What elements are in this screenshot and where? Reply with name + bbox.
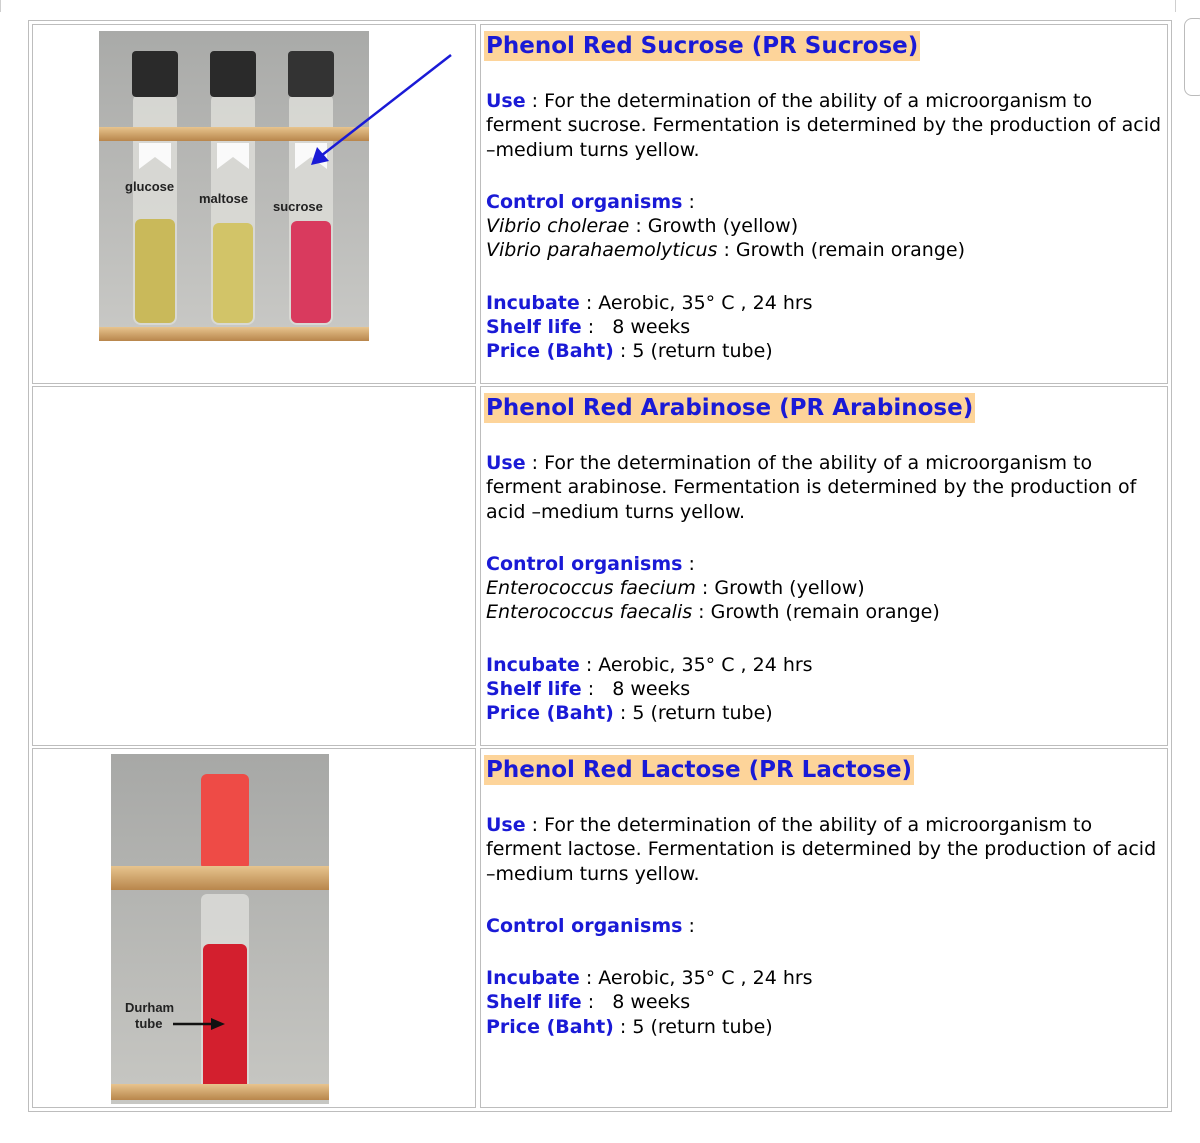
pointer-arrow <box>303 51 453 181</box>
organism-line: Enterococcus faecalis : Growth (remain orange) <box>486 601 940 624</box>
image-cell <box>32 748 476 1108</box>
durham-label-line1: Durham <box>125 1000 175 1015</box>
organism-line: Vibrio cholerae : Growth (yellow) <box>486 215 799 238</box>
window-frame <box>0 0 1176 12</box>
description-cell <box>480 24 1168 384</box>
shelf-life-line: Shelf life : 8 weeks <box>486 316 691 339</box>
description-cell <box>480 386 1168 746</box>
table-row-lactose <box>32 748 1168 1108</box>
use-paragraph: Use : For the determination of the ability of a microorganism to ferment lactose. Fermentation is determined by the production of acid –medium turns yellow. <box>486 814 1157 885</box>
image-cell-empty <box>32 386 476 746</box>
tube-label-glucose: glucose <box>125 179 175 194</box>
scroll-handle[interactable] <box>1184 18 1200 96</box>
use-paragraph: Use : For the determination of the ability of a microorganism to ferment arabinose. Fermentation is determined by the production of acid –medium turns yellow. <box>486 452 1137 523</box>
control-heading: Control organisms : <box>486 190 695 213</box>
durham-label-line2: tube <box>135 1016 163 1031</box>
entry-title: Phenol Red Sucrose (PR Sucrose) <box>486 33 919 59</box>
tube-label-sucrose: sucrose <box>273 199 323 214</box>
durham-tube-photo <box>111 754 329 1104</box>
entry-title: Phenol Red Lactose (PR Lactose) <box>486 757 913 783</box>
description-cell <box>480 748 1168 1108</box>
table-row-arabinose <box>32 386 1168 746</box>
control-heading: Control organisms : <box>486 552 695 575</box>
table-row-sucrose <box>32 24 1168 384</box>
shelf-life-line: Shelf life : 8 weeks <box>486 678 691 701</box>
price-line: Price (Baht) : 5 (return tube) <box>486 1015 773 1038</box>
tube-label-maltose: maltose <box>199 191 249 206</box>
shelf-life-line: Shelf life : 8 weeks <box>486 991 691 1014</box>
price-line: Price (Baht) : 5 (return tube) <box>486 340 773 363</box>
organism-line: Vibrio parahaemolyticus : Growth (remain orange) <box>486 239 965 262</box>
use-paragraph: Use : For the determination of the ability of a microorganism to ferment sucrose. Fermentation is determined by the production of acid –medium turns yellow. <box>486 90 1162 161</box>
image-cell <box>32 24 476 384</box>
organism-line: Enterococcus faecium : Growth (yellow) <box>486 577 865 600</box>
control-heading: Control organisms : <box>486 914 695 937</box>
incubate-line: Incubate : Aerobic, 35° C , 24 hrs <box>486 967 813 990</box>
incubate-line: Incubate : Aerobic, 35° C , 24 hrs <box>486 291 813 314</box>
incubate-line: Incubate : Aerobic, 35° C , 24 hrs <box>486 653 813 676</box>
price-line: Price (Baht) : 5 (return tube) <box>486 702 773 725</box>
entry-title: Phenol Red Arabinose (PR Arabinose) <box>486 395 974 421</box>
